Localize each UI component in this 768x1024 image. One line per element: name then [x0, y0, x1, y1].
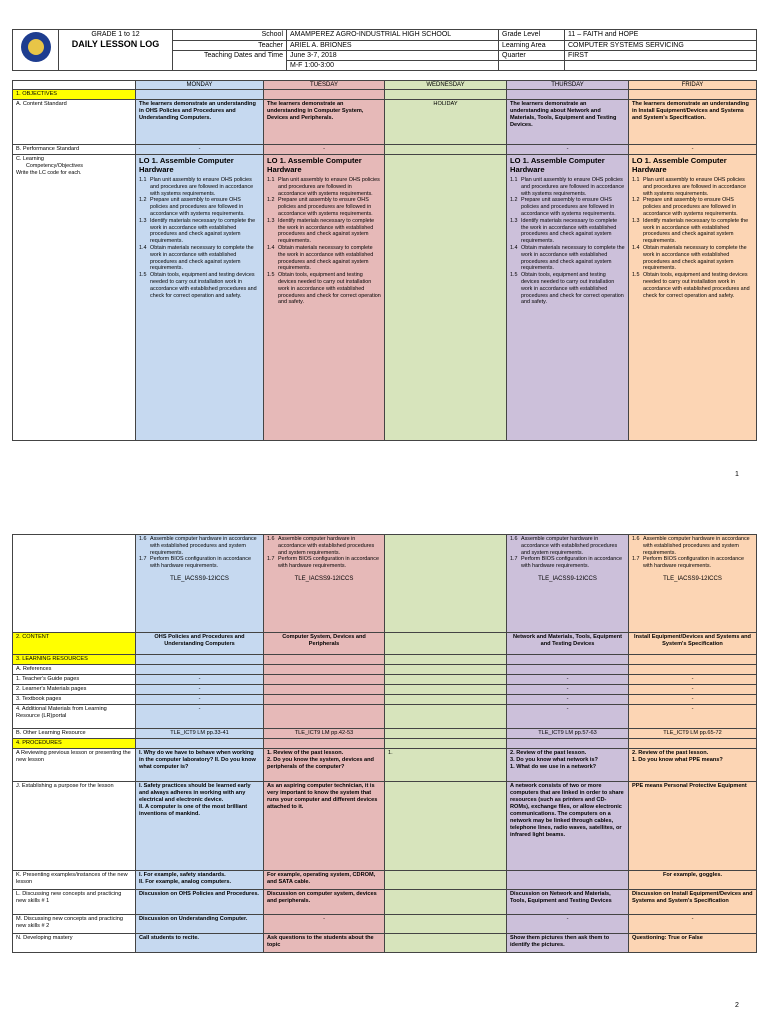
- lo-item-number: 1.1: [139, 177, 147, 183]
- lo-item: [267, 218, 381, 245]
- other-thu: TLE_ICT9 LM pp.57-63: [507, 729, 629, 739]
- quarter-value: FIRST: [565, 51, 757, 61]
- lo-title: LO 1. Assemble Computer Hardware: [632, 156, 727, 174]
- page-2: [12, 534, 756, 953]
- discuss1-tue: Discussion on computer system, devices and peripherals.: [264, 890, 385, 915]
- school-label: School: [173, 30, 287, 41]
- perf-std-mon: -: [136, 145, 264, 155]
- mastery-tue: Ask questions to the students about the topic: [264, 934, 385, 953]
- additional-materials-label: 4. Additional Materials from Learning Resource (LR)portal: [13, 705, 136, 729]
- lo-cont-fri: [629, 535, 757, 633]
- header-table: [12, 29, 757, 71]
- doc-title: DAILY LESSON LOG: [71, 39, 160, 49]
- day-friday: FRIDAY: [629, 81, 757, 90]
- lo-item-text: Identify materials necessary to complete the work in accordance with established procedures and check against system requirements.: [643, 217, 749, 245]
- lo-item-text: Obtain materials necessary to complete the work in accordance with established procedures and check against system requirements.: [643, 244, 747, 272]
- lo-cell-thu: [507, 155, 629, 441]
- holiday-label: HOLIDAY: [385, 100, 507, 145]
- lo-item-text: Obtain tools, equipment and testing devices needed to carry out installation work in accordance with established procedures and check for correct operation and safety.: [150, 272, 257, 299]
- discuss1-thu: Discussion on Network and Materials, Tools, Equipment and Testing Devices: [507, 890, 629, 915]
- other-tue: TLE_ICT9 LM pp.42-53: [264, 729, 385, 739]
- lo-item-text: Perform BIOS configuration in accordance with hardware requirements.: [150, 556, 251, 570]
- lo-item: [139, 272, 260, 299]
- content-standard-thu: The learners demonstrate an understanding about Network and Materials, Tools, Equipment and Testing Devices.: [507, 100, 629, 145]
- content-tue: Computer System, Devices and Peripherals: [264, 633, 385, 655]
- lesson-table-page-2: 1.6 Assemble computer hardware in accordance with established procedures and system requirements. 1.7 Perform BIOS configuration in accordance with hardware requirements. TLE_IACSS9-12ICCS 1.6 Assemble computer hardware in accordance with established procedures and system requirements. 1.7 Perform BIOS configuration in accordance with hardware requirements. TLE_IACSS9-12ICCS 1.6 Assemble computer hardware in accordance with established procedures and system requirements. 1.7 Perform BIOS configuration in accordance with hardware requirements. TLE_IACSS9-12ICCS 1.6 Assemble computer hardware in accordance with established procedures and system requirements. 1.7 Perform BIOS configuration in accordance with hardware requirements. TLE_IACSS9-12ICCS 2. CONTENT OHS Policies and Procedures and Understanding Computers Computer System, Devices and Peripherals Network and Materials, Tools, Equipment and Testing Devices Install Equipment/Devices and Systems and System's Specification 3. LEARNING RESOURCES A. References 1. Teacher's Guide pages - - - 2. Learner's Materials pages - - - 3. Textbook pages - - - 4. Additional Materials from Learning Resource (LR)portal - - - B. Other Learning Resource TLE_ICT9 LM pp.33-41 TLE_ICT9 LM pp.42-53 TLE_ICT9 LM pp.57-63 TLE_ICT9 LM pp.65-72 4. PROCEDURES A Reviewing previous lesson or presenting the new lesson I. Why do we have to behave when working in the computer laboratory? II. Do you know what computer is? 1. Review of the past lesson. 2. Do you know the system, devices and peripherals of the computer? 1. 2. Review of the past lesson. 3. Do you know what network is? 1. What do we use in a network? 2. Review of the past lesson. 1. Do you know what PPE means? J. Establishing a purpose for the lesson I. Safety practices should be learned early and always adheres in working with any electrical and electronic device. II. A computer is one of the most brilliant inventions of mankind. As an aspiring computer technician, it is very important to know the system that runs your computer and different devices attached to it. A network consists of two or more computers that are linked in order to share resources (such as printers and CD-ROMs), exchange files, or allow electronic communications. The computers on a network may be linked through cables, telephone lines, radio waves, satellites, or infrared light beams. PPE means Personal Protective Equipment K. Presenting examples/instances of the new lesson I. For example, safety standards. II. For example, analog computers. For example, operating system, CDROM, and SATA cable. For example, goggles. L. Discussing new concepts and practicing new skills # 1 Discussion on OHS Policies and Procedures. Discussion on computer system, devices and peripherals. Discussion on Network and Materials, Tools, Equipment and Testing Devices Discussion on Install Equipment/Devices and Systems and System's Specification M. Discussing new concepts and practicing new skills # 2 Discussion on Understanding Computer. - - - N. Developing mastery Call students to recite. Ask questions to the students about the topic Show them pictures then ask them to identify the pictures. Questioning: True or False: [12, 534, 757, 953]
- lo-cell-fri: [629, 155, 757, 441]
- lo-item-text: Obtain tools, equipment and testing devices needed to carry out installation work in accordance with established procedures and check for correct operation and safety.: [521, 272, 624, 306]
- lo-item-number: 1.3: [510, 217, 518, 224]
- lo-item-text: Perform BIOS configuration in accordance with hardware requirements.: [521, 556, 622, 570]
- lo-item-text: Plan unit assembly to ensure OHS policies and procedures are followed in accordance with systems requirements.: [521, 177, 625, 197]
- lo-item: [267, 177, 381, 197]
- lo-item-number: 1.4: [632, 244, 640, 251]
- procedures-heading: 4. PROCEDURES: [13, 739, 136, 749]
- other-fri: TLE_ICT9 LM pp.65-72: [629, 729, 757, 739]
- examples-fri: For example, goggles.: [629, 871, 757, 890]
- content-mon: OHS Policies and Procedures and Understanding Computers: [136, 633, 264, 655]
- content-standard-tue: The learners demonstrate an understanding in Computer System, Devices and Peripherals.: [264, 100, 385, 145]
- lo-cont-tue: [264, 535, 385, 633]
- content-fri: Install Equipment/Devices and Systems and System's Specification: [629, 633, 757, 655]
- purpose-thu: A network consists of two or more computers that are linked in order to share resources (such as printers and CD-ROMs), exchange files, or allow electronic communications. The computers on a network may be linked through cables, telephone lines, radio waves, satellites, or infrared light beams.: [507, 782, 629, 871]
- lo-item: [139, 556, 260, 570]
- references-label: A. References: [13, 665, 136, 675]
- lo-item: [510, 556, 625, 570]
- lo-title: LO 1. Assemble Computer Hardware: [510, 156, 605, 174]
- lo-item: [632, 218, 753, 245]
- review-mon: I. Why do we have to behave when working in the computer laboratory? II. Do you know what computer is?: [136, 749, 264, 782]
- learners-materials-label: 2. Learner's Materials pages: [13, 685, 136, 695]
- lo-item-number: 1.1: [632, 177, 640, 183]
- lo-cont-mon: [136, 535, 264, 633]
- lc-code: TLE_IACSS9-12ICCS: [170, 575, 229, 582]
- examples-tue: For example, operating system, CDROM, and SATA cable.: [264, 871, 385, 890]
- lo-item-number: 1.4: [267, 244, 275, 251]
- quarter-label: Quarter: [499, 51, 565, 61]
- lo-item: [139, 536, 260, 556]
- lo-item-text: Identify materials necessary to complete the work in accordance with established procedures and check against system requirements.: [521, 217, 618, 245]
- lo-item-text: Prepare unit assembly to ensure OHS policies and procedures are followed in accordance with systems requirements.: [150, 197, 245, 217]
- lo-cell-tue: [264, 155, 385, 441]
- lo-title: LO 1. Assemble Computer Hardware: [139, 156, 234, 174]
- lo-item-text: Plan unit assembly to ensure OHS policies and procedures are followed in accordance with systems requirements.: [643, 177, 747, 197]
- grade-level-label: Grade Level: [499, 30, 565, 41]
- lo-item-text: Plan unit assembly to ensure OHS policies and procedures are followed in accordance with systems requirements.: [278, 177, 380, 197]
- perf-std-fri: -: [629, 145, 757, 155]
- lo-item: [267, 536, 381, 556]
- lo-item: [632, 536, 753, 556]
- teachers-guide-label: 1. Teacher's Guide pages: [13, 675, 136, 685]
- content-standard-mon: The learners demonstrate an understanding in OHS Policies and Procedures and Understanding Computers.: [136, 100, 264, 145]
- review-wed: 1.: [385, 749, 507, 782]
- lo-item-text: Assemble computer hardware in accordance with established procedures and system requirements.: [150, 536, 257, 556]
- discuss1-label: L. Discussing new concepts and practicing new skills # 1: [13, 890, 136, 915]
- lesson-table-page-1: [12, 80, 757, 441]
- lo-item: [139, 177, 260, 197]
- mastery-label: N. Developing mastery: [13, 934, 136, 953]
- school-value: AMAMPEREZ AGRO-INDUSTRIAL HIGH SCHOOL: [287, 30, 499, 41]
- purpose-fri: PPE means Personal Protective Equipment: [629, 782, 757, 871]
- mastery-fri: Questioning: True or False: [629, 934, 757, 953]
- lo-item-number: 1.4: [510, 244, 518, 251]
- discuss1-mon: Discussion on OHS Policies and Procedures.: [136, 890, 264, 915]
- grade-level-value: 11 – FAITH and HOPE: [565, 30, 757, 41]
- lo-item: [632, 556, 753, 570]
- performance-standard-label: B. Performance Standard: [13, 145, 136, 155]
- perf-std-tue: -: [264, 145, 385, 155]
- lo-item: [139, 197, 260, 217]
- teacher-label: Teacher: [173, 41, 287, 51]
- lo-item-number: 1.6: [139, 536, 147, 542]
- lo-item: [267, 245, 381, 272]
- lo-item-text: Obtain materials necessary to complete the work in accordance with established procedures and check against system requirements.: [150, 244, 254, 272]
- content-standard-label: A. Content Standard: [13, 100, 136, 145]
- review-thu: 2. Review of the past lesson. 3. Do you know what network is? 1. What do we use in a network?: [507, 749, 629, 782]
- lo-item-text: Obtain tools, equipment and testing devices needed to carry out installation work in accordance with established procedures and check for correct operation and safety.: [643, 272, 750, 299]
- lo-item-text: Perform BIOS configuration in accordance with hardware requirements.: [278, 556, 379, 570]
- lo-cont-thu: [507, 535, 629, 633]
- perf-std-thu: -: [507, 145, 629, 155]
- lo-item-number: 1.1: [267, 177, 275, 183]
- day-wednesday: WEDNESDAY: [385, 81, 507, 90]
- lo-item-number: 1.4: [139, 244, 147, 251]
- lo-item-number: 1.7: [267, 556, 275, 563]
- lo-item-number: 1.2: [139, 197, 147, 204]
- time-value: M-F 1:00-3:00: [287, 61, 499, 71]
- lo-item-text: Identify materials necessary to complete the work in accordance with established procedures and check against system requirements.: [150, 217, 256, 245]
- mastery-mon: Call students to recite.: [136, 934, 264, 953]
- area-label: Learning Area: [499, 41, 565, 51]
- content-heading: 2. CONTENT: [13, 633, 136, 655]
- lo-item-text: Obtain tools, equipment and testing devices needed to carry out installation work in accordance with established procedures and check for correct operation and safety.: [278, 272, 381, 306]
- lo-item-text: Obtain materials necessary to complete the work in accordance with established procedures and check against system requirements.: [521, 244, 625, 272]
- lo-item-number: 1.3: [139, 217, 147, 224]
- lo-item-number: 1.6: [632, 536, 640, 542]
- lo-item: [139, 218, 260, 245]
- area-value: COMPUTER SYSTEMS SERVICING: [565, 41, 757, 51]
- teacher-value: ARIEL A. BRIONES: [287, 41, 499, 51]
- content-standard-fri: The learners demonstrate an understanding in Install Equipment/Devices and Systems and System's Specification.: [629, 100, 757, 145]
- content-thu: Network and Materials, Tools, Equipment and Testing Devices: [507, 633, 629, 655]
- lo-item-text: Prepare unit assembly to ensure OHS policies and procedures are followed in accordance with systems requirements.: [278, 197, 373, 217]
- review-fri: 2. Review of the past lesson. 1. Do you know what PPE means?: [629, 749, 757, 782]
- discuss2-label: M. Discussing new concepts and practicing new skills # 2: [13, 915, 136, 934]
- seal-icon: [21, 32, 51, 62]
- lc-code: TLE_IACSS9-12ICCS: [663, 575, 722, 582]
- other-mon: TLE_ICT9 LM pp.33-41: [136, 729, 264, 739]
- lo-title: LO 1. Assemble Computer Hardware: [267, 156, 362, 174]
- learning-competency-label: C. Learning Competency/Objectives Write the LC code for each.: [13, 155, 136, 441]
- day-monday: MONDAY: [136, 81, 264, 90]
- lo-item-number: 1.3: [632, 217, 640, 224]
- lo-cell-mon: [136, 155, 264, 441]
- page-number-1: 1: [735, 471, 739, 478]
- lo-item-number: 1.2: [510, 197, 518, 204]
- lo-item-number: 1.6: [267, 536, 275, 542]
- page-1: [12, 29, 756, 441]
- lc-code: TLE_IACSS9-12ICCS: [538, 575, 597, 582]
- purpose-mon: I. Safety practices should be learned early and always adheres in working with any electrical and electronic device. II. A computer is one of the most brilliant inventions of mankind.: [136, 782, 264, 871]
- lo-item-text: Assemble computer hardware in accordance with established procedures and system requirements.: [521, 536, 618, 556]
- lo-item-number: 1.2: [632, 197, 640, 204]
- lo-item: [267, 272, 381, 306]
- day-tuesday: TUESDAY: [264, 81, 385, 90]
- lo-item-text: Assemble computer hardware in accordance with established procedures and system requirements.: [278, 536, 375, 556]
- lo-item-number: 1.7: [632, 556, 640, 563]
- lo-item: [510, 177, 625, 197]
- review-tue: 1. Review of the past lesson. 2. Do you know the system, devices and peripherals of the computer?: [264, 749, 385, 782]
- lo-item: [632, 177, 753, 197]
- other-resource-label: B. Other Learning Resource: [13, 729, 136, 739]
- day-thursday: THURSDAY: [507, 81, 629, 90]
- lo-item-number: 1.1: [510, 177, 518, 183]
- lo-item-text: Prepare unit assembly to ensure OHS policies and procedures are followed in accordance with systems requirements.: [643, 197, 738, 217]
- lo-item-number: 1.7: [510, 556, 518, 563]
- lo-item-number: 1.7: [139, 556, 147, 563]
- lo-item-text: Assemble computer hardware in accordance with established procedures and system requirements.: [643, 536, 750, 556]
- lo-item-text: Obtain materials necessary to complete the work in accordance with established procedures and check against system requirements.: [278, 244, 374, 272]
- mastery-thu: Show them pictures then ask them to identify the pictures.: [507, 934, 629, 953]
- lo-item-text: Perform BIOS configuration in accordance with hardware requirements.: [643, 556, 744, 570]
- lo-item-text: Prepare unit assembly to ensure OHS policies and procedures are followed in accordance with systems requirements.: [521, 197, 616, 217]
- discuss2-mon: Discussion on Understanding Computer.: [136, 915, 264, 934]
- lo-item-number: 1.6: [510, 536, 518, 542]
- lo-item: [510, 197, 625, 217]
- objectives-heading: 1. OBJECTIVES: [13, 90, 136, 100]
- lo-item-number: 1.5: [267, 272, 275, 279]
- lo-item-number: 1.5: [510, 272, 518, 279]
- resources-heading: 3. LEARNING RESOURCES: [13, 655, 136, 665]
- grade-label: GRADE 1 to 12: [91, 31, 140, 38]
- dates-value: June 3-7, 2018: [287, 51, 499, 61]
- lo-item: [632, 245, 753, 272]
- lo-item: [510, 536, 625, 556]
- lo-item-number: 1.3: [267, 217, 275, 224]
- lo-item: [139, 245, 260, 272]
- lc-code: TLE_IACSS9-12ICCS: [294, 575, 354, 582]
- lo-item-number: 1.5: [139, 272, 147, 279]
- lo-item-text: Plan unit assembly to ensure OHS policies and procedures are followed in accordance with systems requirements.: [150, 177, 254, 197]
- lo-item-number: 1.5: [632, 272, 640, 279]
- review-label: A Reviewing previous lesson or presenting the new lesson: [13, 749, 136, 782]
- purpose-label: J. Establishing a purpose for the lesson: [13, 782, 136, 871]
- lo-item: [267, 556, 381, 570]
- lo-item: [510, 218, 625, 245]
- lo-item-number: 1.2: [267, 197, 275, 204]
- page-number-2: 2: [735, 1002, 739, 1009]
- purpose-tue: As an aspiring computer technician, it is very important to know the system that runs your computer and different devices attached to it.: [264, 782, 385, 871]
- dates-label: Teaching Dates and Time: [173, 51, 287, 71]
- lo-item: [267, 197, 381, 217]
- lo-item-text: Identify materials necessary to complete the work in accordance with established procedures and check against system requirements.: [278, 217, 375, 245]
- textbook-label: 3. Textbook pages: [13, 695, 136, 705]
- examples-label: K. Presenting examples/instances of the new lesson: [13, 871, 136, 890]
- deped-logo: [13, 30, 59, 71]
- examples-mon: I. For example, safety standards. II. For example, analog computers.: [136, 871, 264, 890]
- lo-item: [510, 272, 625, 306]
- lo-item: [632, 272, 753, 299]
- discuss1-fri: Discussion on Install Equipment/Devices and Systems and System's Specification: [629, 890, 757, 915]
- lo-item: [510, 245, 625, 272]
- lo-item: [632, 197, 753, 217]
